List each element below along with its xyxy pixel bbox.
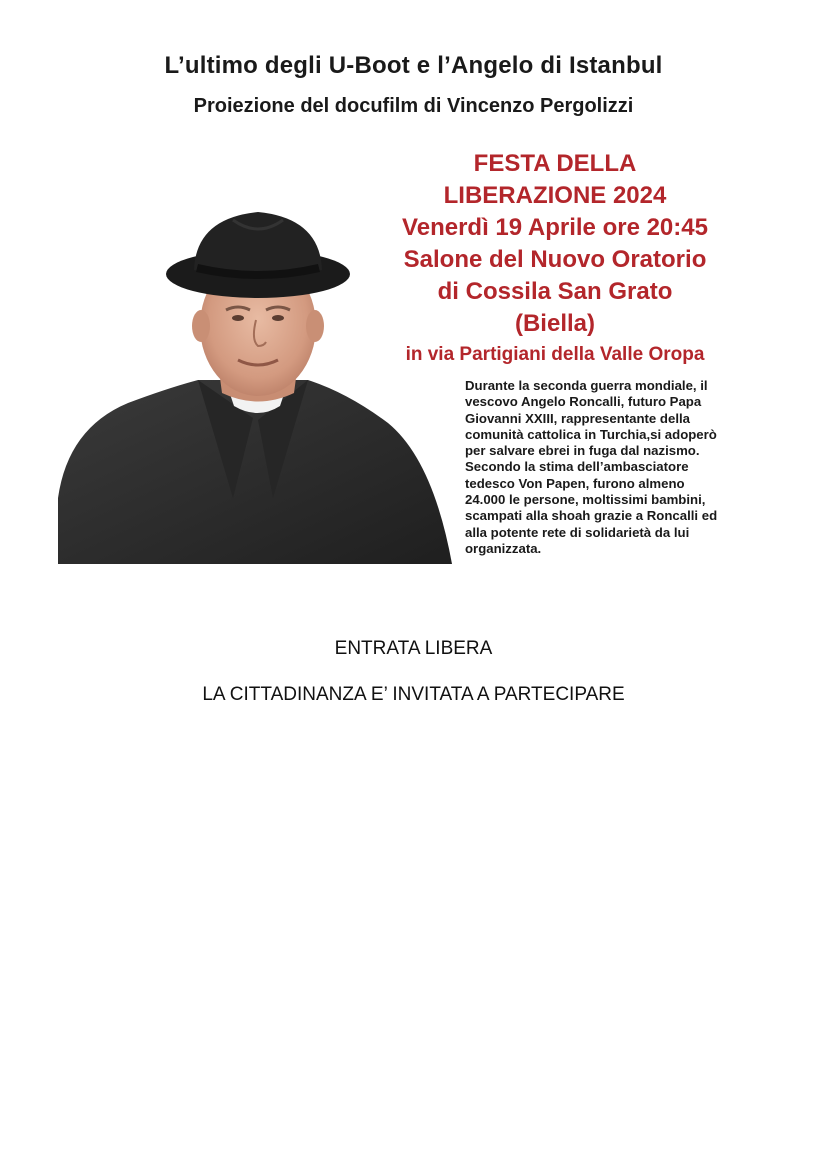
description-line: tedesco Von Papen, furono almeno [465, 475, 685, 491]
portrait-photo [58, 198, 452, 564]
description-line: Giovanni XXIII, rappresentante della [465, 410, 690, 426]
description-line: 24.000 le persone, moltissimi bambini, [465, 492, 706, 508]
document-title: L’ultimo degli U-Boot e l’Angelo di Istanbul [164, 52, 663, 79]
document-subtitle: Proiezione del docufilm di Vincenzo Pergolizzi [193, 95, 634, 117]
description-paragraph [465, 378, 765, 557]
event-venue-line-3: (Biella) [514, 310, 595, 337]
event-address: in via Partigiani della Valle Oropa [405, 344, 705, 365]
free-entry-notice: ENTRATA LIBERA [334, 638, 493, 659]
description-line: scampati alla shoah grazie a Roncalli ed [465, 508, 718, 524]
description-line: Secondo la stima dell’ambasciatore [465, 459, 689, 475]
description-line: vescovo Angelo Roncalli, futuro Papa [465, 394, 702, 410]
description-line: comunità cattolica in Turchia,si adoperò [465, 426, 717, 442]
event-date: Venerdì 19 Aprile ore 20:45 [402, 214, 708, 241]
invitation-notice: LA CITTADINANZA E’ INVITATA A PARTECIPARE [202, 684, 625, 705]
description-line: per salvare ebrei in fuga dal nazismo. [465, 443, 700, 459]
description-line: Durante la seconda guerra mondiale, il [465, 378, 708, 393]
event-name-line-2: LIBERAZIONE 2024 [443, 182, 667, 209]
description-line: organizzata. [465, 540, 542, 556]
description-line: alla potente rete di solidarietà da lui [465, 524, 690, 540]
event-venue-line-1: Salone del Nuovo Oratorio [403, 246, 707, 273]
event-venue-line-2: di Cossila San Grato [437, 278, 673, 305]
event-name-line-1: FESTA DELLA [473, 150, 637, 177]
